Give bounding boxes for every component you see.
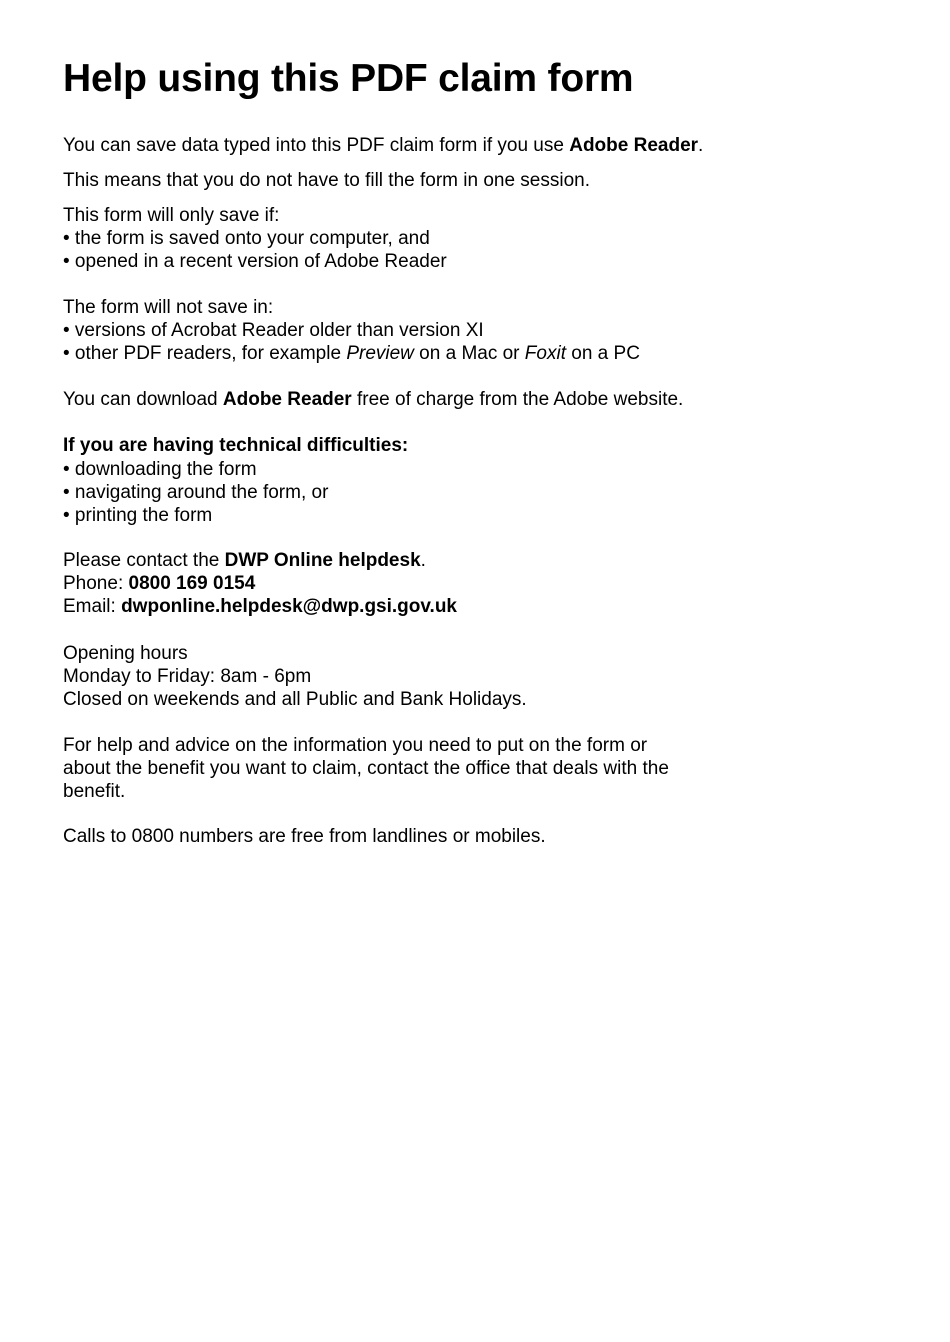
opening-hours-heading: Opening hours xyxy=(63,643,188,664)
technical-item: • printing the form xyxy=(63,505,213,526)
helpdesk-name: DWP Online helpdesk xyxy=(224,550,421,571)
phone-number: 0800 169 0154 xyxy=(128,573,256,594)
download-text-end: free of charge from the Adobe website. xyxy=(351,389,684,410)
contact-text-end: . xyxy=(420,550,426,571)
contact-text: Please contact the xyxy=(63,550,225,571)
technical-heading: If you are having technical difficulties: xyxy=(63,435,409,456)
page-title: Help using this PDF claim form xyxy=(63,57,634,100)
download-text: You can download xyxy=(63,389,223,410)
preview-app-name: Preview xyxy=(346,343,414,364)
one-session-note: This means that you do not have to fill the form in one session. xyxy=(63,170,591,191)
email-address: dwponline.helpdesk@dwp.gsi.gov.uk xyxy=(121,596,458,617)
will-not-save-heading: The form will not save in: xyxy=(63,297,274,318)
email-line xyxy=(63,595,457,618)
technical-item: • downloading the form xyxy=(63,459,257,480)
adobe-reader-name: Adobe Reader xyxy=(569,135,699,156)
email-label: Email: xyxy=(63,596,122,617)
contact-line xyxy=(63,549,426,572)
closed-note: Closed on weekends and all Public and Bank Holidays. xyxy=(63,689,527,710)
pc-text: on a PC xyxy=(565,343,640,364)
will-not-save-item xyxy=(63,342,640,365)
mac-text: on a Mac or xyxy=(413,343,525,364)
save-intro-end: . xyxy=(698,135,704,156)
phone-line xyxy=(63,572,255,595)
adobe-reader-name: Adobe Reader xyxy=(222,389,352,410)
advice-line: about the benefit you want to claim, contact the office that deals with the xyxy=(63,758,669,779)
advice-line: For help and advice on the information you need to put on the form or xyxy=(63,735,648,756)
will-save-heading: This form will only save if: xyxy=(63,205,280,226)
download-note xyxy=(63,388,683,411)
foxit-app-name: Foxit xyxy=(524,343,566,364)
phone-label: Phone: xyxy=(63,573,129,594)
save-intro-text: You can save data typed into this PDF claim form if you use xyxy=(63,135,570,156)
will-save-item: • opened in a recent version of Adobe Reader xyxy=(63,251,447,272)
save-intro xyxy=(63,134,703,157)
technical-item: • navigating around the form, or xyxy=(63,482,329,503)
other-readers-text: • other PDF readers, for example xyxy=(63,343,347,364)
weekday-hours: Monday to Friday: 8am - 6pm xyxy=(63,666,312,687)
advice-line: benefit. xyxy=(63,781,126,802)
will-save-item: • the form is saved onto your computer, and xyxy=(63,228,430,249)
will-not-save-item: • versions of Acrobat Reader older than version XI xyxy=(63,320,484,341)
calls-note: Calls to 0800 numbers are free from landlines or mobiles. xyxy=(63,826,546,847)
